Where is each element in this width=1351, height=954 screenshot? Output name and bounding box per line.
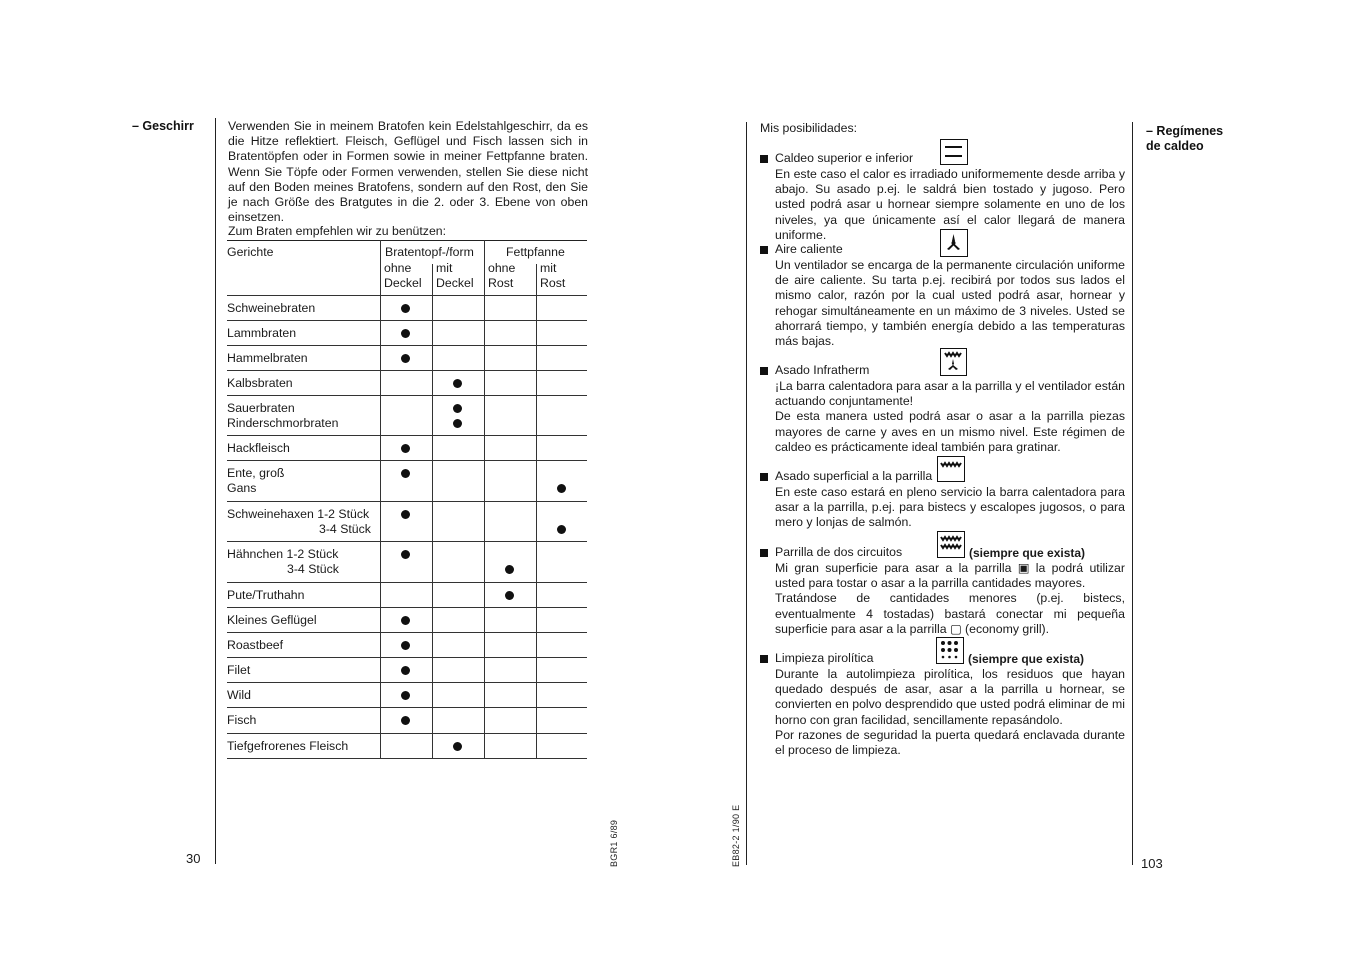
dish-name: Pute/Truthahn: [227, 588, 305, 602]
recommended-mark: [401, 616, 410, 625]
sub-header-mit-deckel-1: mit: [436, 261, 453, 275]
page-number-right: 103: [1141, 856, 1163, 871]
dual-grill-icon: [937, 531, 965, 558]
dish-name: Kalbsbraten: [227, 376, 293, 390]
sub-column-divider-1: [432, 264, 433, 759]
recommended-mark: [505, 565, 514, 574]
row-rule: [227, 370, 587, 371]
dish-name: Kleines Geflügel: [227, 613, 317, 627]
table-intro: Zum Braten empfehlen wir zu benützen:: [228, 224, 447, 238]
recommended-mark: [401, 716, 410, 725]
recommended-mark: [401, 354, 410, 363]
row-rule: [227, 320, 587, 321]
row-rule: [227, 733, 587, 734]
recommended-mark: [401, 510, 410, 519]
recommended-mark: [453, 379, 462, 388]
recommended-mark: [401, 444, 410, 453]
row-rule: [227, 607, 587, 608]
group-header-bratentopf: Bratentopf-/form: [385, 245, 474, 259]
description-paragraph: En este caso el calor es irradiado uniformemente desde arriba y abajo. Su asado p.ej. le saldrá bien tostado y jugoso. Pero usted podrá asar u hornear siempre solamente en uno de los niveles, ya que únicamente así el calor llegará de manera uniforme.: [775, 167, 1125, 242]
heating-mode-description: [775, 258, 1125, 349]
row-rule: [227, 541, 587, 542]
availability-note: (siempre que exista): [968, 652, 1085, 666]
right-side-rule: [1132, 122, 1133, 865]
heating-mode-title: Parrilla de dos circuitos: [775, 545, 903, 559]
recommended-mark: [401, 691, 410, 700]
recommended-mark: [557, 484, 566, 493]
heating-mode-description: [775, 667, 1125, 758]
description-paragraph: En este caso estará en pleno servicio la barra calentadora para asar a la parrilla, p.ej. para bistecs y escalopes jugosos, o para mero y lonjas de salmón.: [775, 485, 1125, 530]
dish-name-line2: Gans: [227, 481, 257, 495]
dish-name: Hähnchen 1-2 Stück: [227, 547, 339, 561]
heating-mode-title: Caldeo superior e inferior: [775, 151, 914, 165]
footer-code-right: EB82-2 1/90 E: [731, 804, 741, 867]
bullet-marker: [760, 246, 768, 254]
recommended-mark: [453, 404, 462, 413]
col-dish-header: Gerichte: [227, 245, 274, 259]
dish-name: Roastbeef: [227, 638, 284, 652]
row-rule: [227, 632, 587, 633]
heating-mode-description: [775, 379, 1125, 455]
sub-header-ohne-rost-2: Rost: [488, 276, 514, 290]
right-left-margin-rule: [746, 122, 747, 865]
availability-note: (siempre que exista): [969, 546, 1086, 560]
row-rule: [227, 758, 587, 759]
grill-icon: [937, 456, 965, 482]
group-header-fettpfanne: Fettpfanne: [506, 245, 565, 259]
recommended-mark: [453, 419, 462, 428]
dish-name: Schweinehaxen 1-2 Stück: [227, 507, 370, 521]
footer-code-left: BGR1 6/89: [609, 819, 619, 867]
description-paragraph: Por razones de seguridad la puerta quedará enclavada durante el proceso de limpieza.: [775, 727, 1125, 758]
row-rule: [227, 707, 587, 708]
description-paragraph: De esta manera usted podrá asar o asar a la parrilla piezas mayores de carne y aves en un mismo nivel. Este régimen de caldeo es prácticamente ideal también para gratinar.: [775, 409, 1125, 454]
row-rule: [227, 435, 587, 436]
heating-mode-description: [775, 561, 1125, 637]
recommended-mark: [401, 469, 410, 478]
bullet-marker: [760, 155, 768, 163]
row-rule: [227, 501, 587, 502]
dish-name: Filet: [227, 663, 251, 677]
table-top-rule: [227, 240, 587, 241]
left-margin-rule: [215, 118, 216, 864]
dish-name-line2: 3-4 Stück: [287, 562, 339, 576]
dish-name: Hammelbraten: [227, 351, 308, 365]
heating-mode-title: Limpieza pirolítica: [775, 651, 874, 665]
dish-name: Ente, groß: [227, 466, 285, 480]
dish-name-line2: 3-4 Stück: [319, 522, 371, 536]
sub-header-ohne-deckel-2: Deckel: [384, 276, 422, 290]
recommended-mark: [401, 550, 410, 559]
row-rule: [227, 682, 587, 683]
bullet-marker: [760, 655, 768, 663]
description-paragraph: ¡La barra calentadora para asar a la parrilla y el ventilador están actuando conjuntamente!: [775, 379, 1125, 409]
sub-header-mit-rost-1: mit: [540, 261, 557, 275]
recommended-mark: [401, 666, 410, 675]
row-rule: [227, 657, 587, 658]
heating-mode-title: Asado superficial a la parrilla: [775, 469, 933, 483]
dish-name: Hackfleisch: [227, 441, 290, 455]
sub-header-ohne-rost-1: ohne: [488, 261, 516, 275]
row-rule: [227, 345, 587, 346]
recommended-mark: [557, 525, 566, 534]
sub-header-ohne-deckel-1: ohne: [384, 261, 412, 275]
recommended-mark: [401, 304, 410, 313]
top-bottom-heat-icon: [940, 139, 968, 165]
header-bottom-rule: [227, 295, 587, 296]
side-heading-regimenes: [1146, 124, 1223, 154]
dish-name: Lammbraten: [227, 326, 297, 340]
roasting-table: [227, 240, 587, 760]
recommended-mark: [401, 641, 410, 650]
dish-name: Tiefgefrorenes Fleisch: [227, 739, 349, 753]
intro-paragraph: Verwenden Sie in meinem Bratofen kein Edelstahlgeschirr, da es die Hitze reflektiert. Fleisch, Geflügel und Fisch lassen sich in Bratentöpfen oder in Formen sowie in meiner Fettpfanne braten. Wenn Sie Töpfe oder Formen verwenden, stellen Sie diese nicht auf den Boden meines Bratofens, sondern auf den Rost, den Sie je nach Größe des Bratgutes in die 2. oder 3. Ebene von oben einsetzen.: [228, 119, 588, 225]
bullet-marker: [760, 473, 768, 481]
bullet-marker: [760, 549, 768, 557]
description-paragraph: Durante la autolimpieza pirolítica, los residuos que hayan quedado después de asar, asar a la parrilla u hornear, se convierten en polvo desprendido que usted podrá eliminar de mi horno con gran facilidad, sencillamente repasándolo.: [775, 667, 1125, 727]
infratherm-icon: [940, 348, 967, 376]
dish-name: Sauerbraten: [227, 401, 295, 415]
possibilities-intro: Mis posibilidades:: [760, 121, 858, 135]
row-rule: [227, 395, 587, 396]
section-heading-geschirr: – Geschirr: [132, 119, 194, 133]
recommended-mark: [453, 742, 462, 751]
recommended-mark: [401, 329, 410, 338]
description-paragraph: Un ventilador se encarga de la permanente circulación uniforme de aire caliente. Su tarta p.ej. recibirá por todos sus lados el mismo calor, razón por la cual usted podrá asar, hornear y rehogar simultáneamente en un máximo de 3 niveles. Usted se ahorrará tiempo, y también energía debido a las temperaturas más bajas.: [775, 258, 1125, 349]
pyrolytic-icon: [936, 637, 964, 664]
side-heading-line2: de caldeo: [1146, 139, 1204, 153]
sub-header-mit-rost-2: Rost: [540, 276, 566, 290]
page-number-left: 30: [186, 851, 201, 866]
dish-name: Wild: [227, 688, 251, 702]
dish-name-line2: Rinderschmorbraten: [227, 416, 339, 430]
recommended-mark: [505, 591, 514, 600]
dish-name: Schweinebraten: [227, 301, 316, 315]
row-rule: [227, 582, 587, 583]
sub-header-mit-deckel-2: Deckel: [436, 276, 474, 290]
fan-icon: [940, 229, 968, 257]
sub-column-divider-2: [536, 264, 537, 759]
side-heading-line1: – Regímenes: [1146, 124, 1224, 138]
heating-mode-title: Aire caliente: [775, 242, 843, 256]
description-paragraph: Mi gran superficie para asar a la parrilla ▣ la podrá utilizar usted para tostar o asar a la parrilla cantidades mayores.: [775, 561, 1125, 591]
heating-mode-title: Asado Infratherm: [775, 363, 870, 377]
description-paragraph: Tratándose de cantidades menores (p.ej. bistecs, eventualmente 4 tostadas) bastará conectar mi pequeña superficie para asar a la parrilla ▢ (economy grill).: [775, 591, 1125, 636]
heating-mode-description: [775, 485, 1125, 531]
row-rule: [227, 460, 587, 461]
bullet-marker: [760, 367, 768, 375]
dish-name: Fisch: [227, 713, 257, 727]
